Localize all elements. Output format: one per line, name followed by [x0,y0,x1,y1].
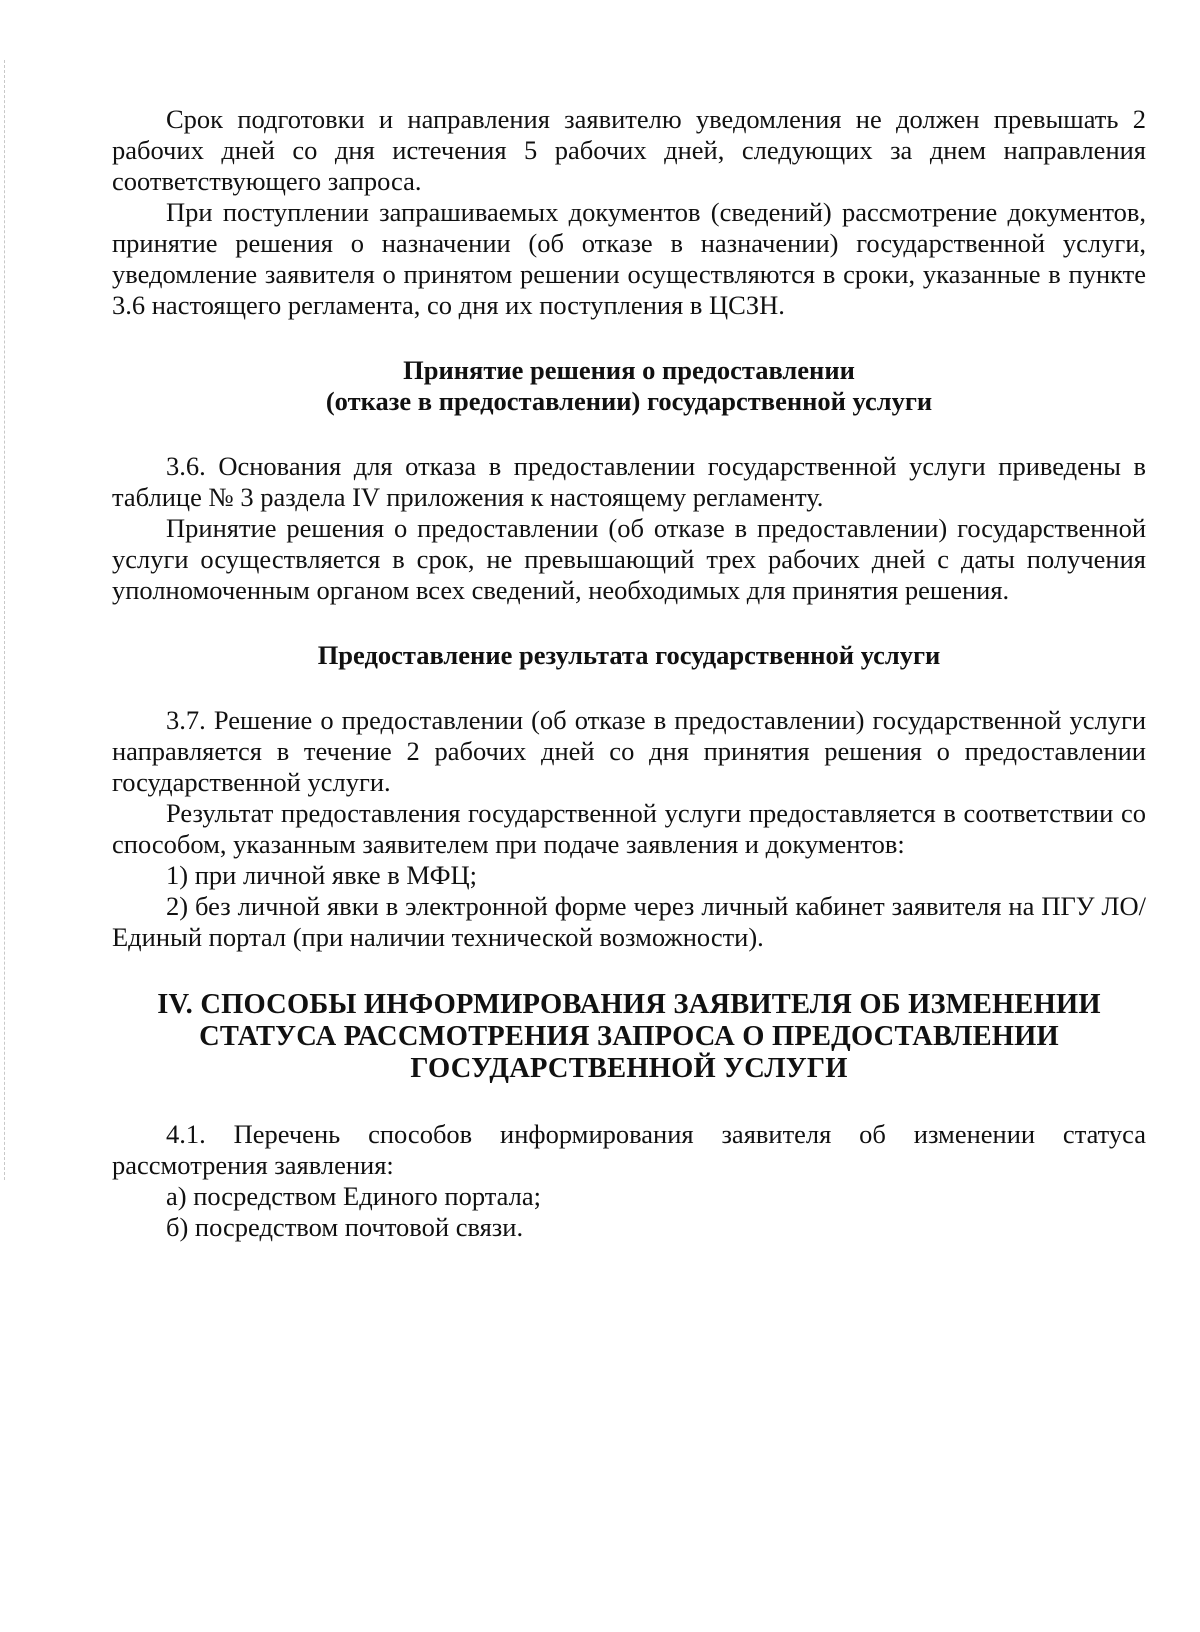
paragraph-3-7: 3.7. Решение о предоставлении (об отказе в предоставлении) государственной услуги направляется в течение 2 рабочих дней со дня принятия решения о предоставлении государственной услуги. [112,705,1146,797]
paragraph-3-6: 3.6. Основания для отказа в предоставлении государственной услуги приведены в таблице № 3 раздела IV приложения к настоящему регламенту. [112,451,1146,512]
section-heading-decision-line-2: (отказе в предоставлении) государственной услуги [325,386,933,416]
list-item-result-2: 2) без личной явки в электронной форме через личный кабинет заявителя на ПГУ ЛО/Единый портал (при наличии технической возможности). [112,891,1146,952]
intro-paragraph-2: При поступлении запрашиваемых документов (сведений) рассмотрение документов, принятие решения о назначении (об отказе в назначении) государственной услуги, уведомление заявителя о принятом решении осуществляются в сроки, указанные в пункте 3.6 настоящего регламента, со дня их поступления в ЦСЗН. [112,197,1146,320]
paragraph-decision-term: Принятие решения о предоставлении (об отказе в предоставлении) государственной услуги осуществляется в срок, не превышающий трех рабочих дней с даты получения уполномоченным органом всех сведений, необходимых для принятия решения. [112,513,1146,605]
section-heading-decision [112,355,1146,417]
section-iv-title-line-2: СТАТУСА РАССМОТРЕНИЯ ЗАПРОСА О ПРЕДОСТАВЛЕНИИ [199,1021,1059,1052]
intro-paragraph-1: Срок подготовки и направления заявителю уведомления не должен превышать 2 рабочих дней со дня истечения 5 рабочих дней, следующих за днем направления соответствующего запроса. [112,104,1146,196]
section-iv-title-line-1: IV. СПОСОБЫ ИНФОРМИРОВАНИЯ ЗАЯВИТЕЛЯ ОБ ИЗМЕНЕНИИ [157,989,1101,1020]
list-item-inform-a: а) посредством Единого портала; [166,1181,541,1211]
paragraph-4-1: 4.1. Перечень способов информирования заявителя об изменении статуса рассмотрения заявления: [112,1119,1146,1180]
list-item-result-1: 1) при личной явке в МФЦ; [166,860,477,890]
scan-edge-artifact [4,60,5,1180]
list-item-inform-b: б) посредством почтовой связи. [166,1212,524,1242]
document-body [112,104,1146,1243]
section-heading-decision-line-1: Принятие решения о предоставлении [403,355,855,385]
paragraph-result-method: Результат предоставления государственной услуги предоставляется в соответствии со способом, указанным заявителем при подаче заявления и документов: [112,798,1146,859]
section-iv-title [112,989,1146,1085]
section-iv-title-line-3: ГОСУДАРСТВЕННОЙ УСЛУГИ [410,1053,848,1084]
section-heading-result [112,640,1146,671]
section-heading-result-line: Предоставление результата государственной услуги [317,640,941,670]
